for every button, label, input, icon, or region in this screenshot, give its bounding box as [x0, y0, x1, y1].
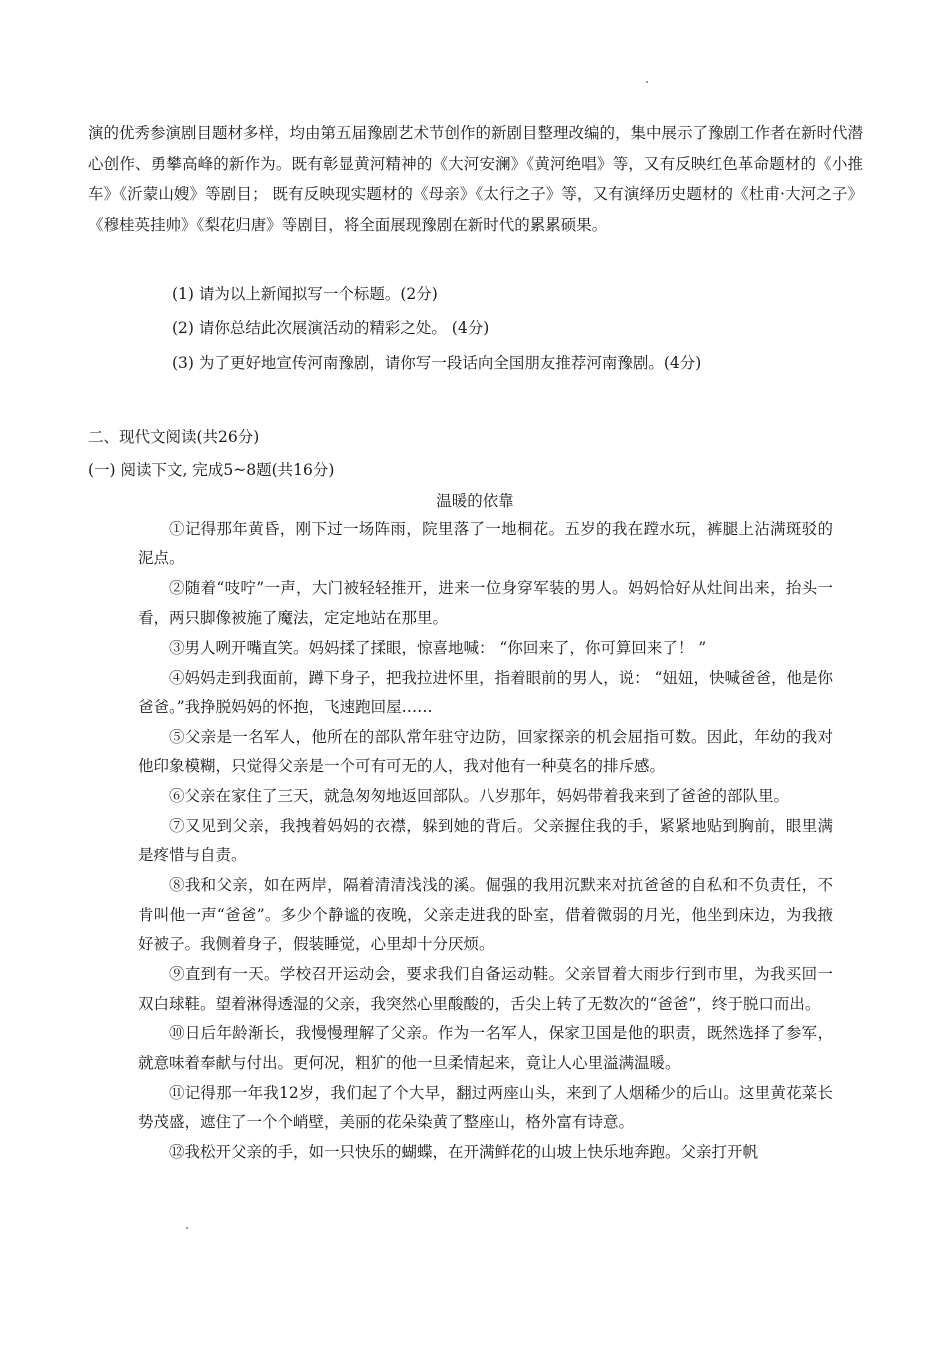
- question-3: (3) 为了更好地宣传河南豫剧，请你写一段话向全国朋友推荐河南豫剧。(4分): [172, 354, 702, 372]
- article-paragraph-5: ⑤父亲是一名军人，他所在的部队常年驻守边防，回家探亲的机会屈指可数。因此，年幼的我对他印象模糊，只觉得父亲是一个可有可无的人，我对他有一种莫名的排斥感。: [138, 727, 833, 776]
- article-paragraph-3: ③男人咧开嘴直笑。妈妈揉了揉眼，惊喜地喊： “你回来了，你可算回来了！ ”: [169, 638, 707, 657]
- scan-dot-bottom: [186, 1227, 188, 1229]
- article-paragraph-10: ⑩日后年龄渐长，我慢慢理解了父亲。作为一名军人，保家卫国是他的职责，既然选择了参军，就意味着奉献与付出。更何况，粗犷的他一旦柔情起来，竟让人心里溢满温暖。: [138, 1024, 833, 1072]
- section-heading: 二、现代文阅读(共26分): [88, 428, 260, 446]
- article-body: [138, 515, 833, 1168]
- article-paragraph-2: ②随着“吱咛”一声，大门被轻轻推开，进来一位身穿军装的男人。妈妈恰好从灶间出来，抬头一看，两只脚像被施了魔法，定定地站在那里。: [138, 579, 833, 627]
- scan-dot-top: [646, 81, 648, 83]
- article-paragraph-1: ①记得那年黄昏，刚下过一场阵雨，院里落了一地桐花。五岁的我在蹚水玩，裤腿上沾满斑驳的泥点。: [138, 520, 833, 568]
- intro-block: [88, 118, 863, 240]
- article-paragraph-8: ⑧我和父亲，如在两岸，隔着清清浅浅的溪。倔强的我用沉默来对抗爸爸的自私和不负责任，不肯叫他一声“爸爸”。多少个静谧的夜晚，父亲走进我的卧室，借着微弱的月光，他坐到床边，为我掖好被子。我侧着身子，假装睡觉，心里却十分厌烦。: [138, 876, 833, 954]
- article-title: 温暖的依靠: [436, 492, 514, 510]
- article-paragraph-4: ④妈妈走到我面前，蹲下身子，把我拉进怀里，指着眼前的男人，说： “妞妞，快喊爸爸，他是你爸爸。”我挣脱妈妈的怀抱，飞速跑回屋……: [138, 668, 833, 716]
- article-paragraph-9: ⑨直到有一天。学校召开运动会，要求我们自备运动鞋。父亲冒着大雨步行到市里，为我买回一双白球鞋。望着淋得透湿的父亲，我突然心里酸酸的，舌尖上转了无数次的“爸爸”，终于脱口而出。: [138, 965, 833, 1013]
- question-2: (2) 请你总结此次展演活动的精彩之处。 (4分): [172, 319, 490, 337]
- article-paragraph-11: ⑪记得那一年我12岁，我们起了个大早，翻过两座山头，来到了人烟稀少的后山。这里黄花菜长势茂盛，遮住了一个个峭壁，美丽的花朵染黄了整座山，格外富有诗意。: [138, 1083, 833, 1132]
- article-paragraph-6: ⑥父亲在家住了三天，就急匆匆地返回部队。八岁那年，妈妈带着我来到了爸爸的部队里。: [169, 787, 790, 806]
- question-1: (1) 请为以上新闻拟写一个标题。(2分): [172, 285, 438, 303]
- article-paragraph-12: ⑫我松开父亲的手，如一只快乐的蝴蝶，在开满鲜花的山坡上快乐地奔跑。父亲打开帆: [169, 1143, 759, 1162]
- intro-paragraph: 演的优秀参演剧目题材多样，均由第五届豫剧艺术节创作的新剧目整理改编的，集中展示了豫剧工作者在新时代潜心创作、勇攀高峰的新作为。既有彰显黄河精神的《大河安澜》《黄河绝唱》等，又有反映红色革命题材的《小推车》《沂蒙山嫂》等剧目； 既有反映现实题材的《母亲》《太行之子》等，又有演绎历史题材的《杜甫·大河之子》《穆桂英挂帅》《梨花归唐》等剧目，将全面展现豫剧在新时代的累累硕果。: [88, 124, 864, 234]
- article-paragraph-7: ⑦又见到父亲，我拽着妈妈的衣襟，躲到她的背后。父亲握住我的手，紧紧地贴到胸前，眼里满是疼惜与自责。: [138, 817, 833, 865]
- subsection-heading: (一) 阅读下文, 完成5~8题(共16分): [88, 461, 335, 479]
